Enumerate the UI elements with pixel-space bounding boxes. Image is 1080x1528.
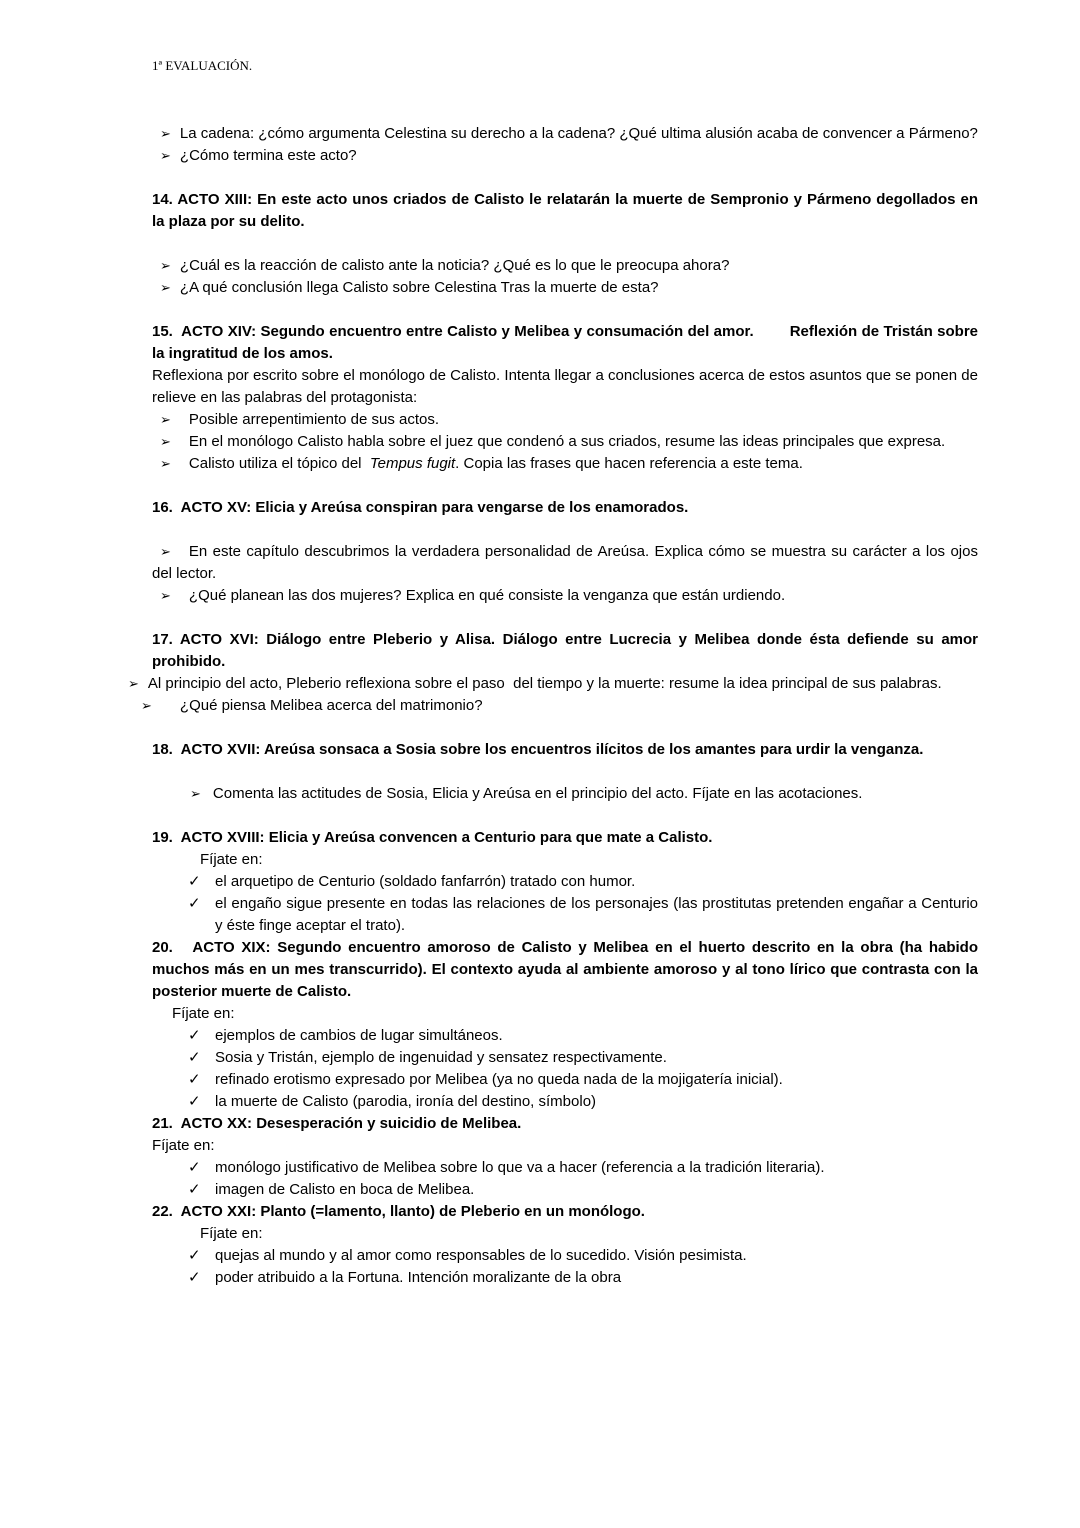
text-run: el arquetipo de Centurio (soldado fanfarrón) tratado con humor. [215, 873, 636, 890]
check-bullet [152, 1157, 978, 1179]
check-bullet [152, 1069, 978, 1091]
check-icon: ✓ [188, 1049, 201, 1066]
arrow-bullet [152, 431, 978, 453]
section-heading [152, 1113, 978, 1135]
text-run: 19. ACTO XVIII: Elicia y Areúsa convencen a Centurio para que mate a Calisto. [152, 829, 713, 846]
paragraph [152, 1135, 978, 1157]
text-run: ¿Cuál es la reacción de calisto ante la noticia? ¿Qué es lo que le preocupa ahora? [179, 257, 730, 274]
arrow-bullet [152, 123, 978, 145]
bullet-text [189, 411, 439, 428]
arrow-bullet [152, 585, 978, 607]
section-heading [152, 937, 978, 1003]
bullet-text [215, 893, 978, 937]
arrow-bullet [152, 541, 978, 585]
text-run: ¿Qué piensa Melibea acerca del matrimonio? [179, 697, 483, 714]
text-run: Fíjate en: [200, 1225, 263, 1242]
arrow-bullet-icon: ➢ [190, 786, 201, 801]
blank-line [152, 519, 978, 541]
blank-line [152, 607, 978, 629]
check-bullet [152, 1179, 978, 1201]
text-run: Tempus fugit [369, 455, 456, 472]
document-body [128, 123, 978, 1289]
arrow-bullet [152, 409, 978, 431]
paragraph [152, 365, 978, 409]
page-header: 1ª EVALUACIÓN. [152, 58, 253, 73]
text-run: ¿Qué planean las dos mujeres? Explica en qué consiste la venganza que están urdiendo. [188, 587, 786, 604]
check-bullet [152, 893, 978, 937]
blank-line [152, 299, 978, 321]
text-run: 14. ACTO XIII: En este acto unos criados de Calisto le relatarán la muerte de Sempronio y Pármeno degollados en la plaza por su delito. [152, 191, 978, 230]
arrow-bullet [141, 695, 978, 717]
section-heading [152, 1201, 978, 1223]
text-run: ¿Cómo termina este acto? [179, 147, 357, 164]
text-run: monólogo justificativo de Melibea sobre lo que va a hacer (referencia a la tradición literaria). [215, 1159, 825, 1176]
text-run: Comenta las actitudes de Sosia, Elicia y Areúsa en el principio del acto. Fíjate en las acotaciones. [212, 785, 863, 802]
blank-line [152, 805, 978, 827]
arrow-bullet [152, 277, 978, 299]
paragraph [200, 1223, 978, 1245]
text-run: 20. ACTO XIX: Segundo encuentro amoroso de Calisto y Melibea en el huerto descrito en la obra (ha habido muchos más en un mes transcurrido). El contexto ayuda al ambiente amoroso y al tono lírico que contrasta con la posterior muerte de Calisto. [152, 939, 978, 1000]
arrow-bullet [152, 783, 978, 805]
text-run: Fíjate en: [152, 1137, 215, 1154]
bullet-text [189, 455, 803, 472]
check-bullet [152, 1025, 978, 1047]
arrow-bullet-icon: ➢ [160, 280, 171, 295]
bullet-text [215, 1025, 978, 1047]
arrow-bullet [152, 145, 978, 167]
section-heading [152, 497, 978, 519]
text-run: Fíjate en: [172, 1005, 235, 1022]
bullet-text [215, 1267, 978, 1289]
bullet-text [215, 1069, 978, 1091]
arrow-bullet-icon: ➢ [160, 588, 171, 603]
arrow-bullet-icon: ➢ [160, 258, 171, 273]
text-run: ejemplos de cambios de lugar simultáneos. [215, 1027, 503, 1044]
bullet-text [213, 785, 863, 802]
bullet-text [215, 1157, 978, 1179]
check-bullet [152, 1047, 978, 1069]
text-run: En este capítulo descubrimos la verdadera personalidad de Areúsa. Explica cómo se muestra su carácter a los ojos del lector. [152, 543, 978, 582]
bullet-text [215, 1047, 978, 1069]
text-run: refinado erotismo expresado por Melibea (ya no queda nada de la mojigatería inicial). [215, 1071, 783, 1088]
text-run: 21. ACTO XX: Desesperación y suicidio de Melibea. [152, 1115, 522, 1132]
paragraph [200, 849, 978, 871]
text-run: quejas al mundo y al amor como responsables de lo sucedido. Visión pesimista. [215, 1247, 747, 1264]
check-icon: ✓ [188, 1269, 201, 1286]
text-run: 15. ACTO XIV: Segundo encuentro entre Calisto y Melibea y consumación del amor. [152, 323, 754, 340]
arrow-bullet-icon: ➢ [160, 434, 171, 449]
bullet-text [180, 279, 659, 296]
bullet-text [180, 697, 483, 714]
bullet-text [215, 1091, 978, 1113]
check-icon: ✓ [188, 1071, 201, 1088]
text-run: Sosia y Tristán, ejemplo de ingenuidad y sensatez respectivamente. [215, 1049, 667, 1066]
check-bullet [152, 1091, 978, 1113]
text-run: Calisto utiliza el tópico del [188, 455, 370, 472]
arrow-bullet-icon: ➢ [160, 126, 171, 141]
bullet-text [180, 125, 978, 142]
text-run: 17. ACTO XVI: Diálogo entre Pleberio y Alisa. Diálogo entre Lucrecia y Melibea donde ésta defiende su amor prohibido. [152, 631, 978, 670]
bullet-text [215, 871, 978, 893]
check-bullet [152, 871, 978, 893]
text-run: La cadena: ¿cómo argumenta Celestina su derecho a la cadena? ¿Qué ultima alusión acaba de convencer a Pármeno? [179, 125, 978, 142]
text-run: Al principio del acto, Pleberio reflexiona sobre el paso del tiempo y la muerte: resume la idea principal de sus palabras. [147, 675, 942, 692]
text-run: ¿A qué conclusión llega Calisto sobre Celestina Tras la muerte de esta? [179, 279, 659, 296]
paragraph [172, 1003, 978, 1025]
text-run: Posible arrepentimiento de sus actos. [188, 411, 440, 428]
text-run: el engaño sigue presente en todas las relaciones de los personajes (las prostitutas pretenden engañar a Centurio y éste finge aceptar el trato). [215, 895, 978, 934]
check-icon: ✓ [188, 895, 201, 912]
check-icon: ✓ [188, 873, 201, 890]
arrow-bullet-icon: ➢ [160, 456, 171, 471]
bullet-text [189, 587, 785, 604]
text-run: 22. ACTO XXI: Planto (=lamento, llanto) de Pleberio en un monólogo. [152, 1203, 645, 1220]
check-icon: ✓ [188, 1027, 201, 1044]
bullet-text [180, 147, 357, 164]
arrow-bullet [128, 673, 978, 695]
arrow-bullet-icon: ➢ [141, 698, 152, 713]
arrow-bullet-icon: ➢ [160, 544, 171, 559]
blank-line [152, 761, 978, 783]
bullet-text [189, 433, 945, 450]
blank-line [152, 167, 978, 189]
arrow-bullet [152, 453, 978, 475]
bullet-text [215, 1179, 978, 1201]
bullet-text [215, 1245, 978, 1267]
section-heading [152, 629, 978, 673]
check-bullet [152, 1267, 978, 1289]
text-run: 16. ACTO XV: Elicia y Areúsa conspiran para vengarse de los enamorados. [152, 499, 689, 516]
arrow-bullet-icon: ➢ [128, 676, 139, 691]
text-run: Reflexión de Tristán sobre la ingratitud de los amos. [152, 323, 978, 362]
text-run: 18. ACTO XVII: Areúsa sonsaca a Sosia sobre los encuentros ilícitos de los amantes para urdir la venganza. [152, 741, 924, 758]
blank-line [152, 717, 978, 739]
bullet-text [152, 543, 978, 582]
check-icon: ✓ [188, 1159, 201, 1176]
blank-line [152, 475, 978, 497]
arrow-bullet [152, 255, 978, 277]
blank-line [152, 233, 978, 255]
text-run: Fíjate en: [200, 851, 263, 868]
arrow-bullet-icon: ➢ [160, 148, 171, 163]
text-run: . Copia las frases que hacen referencia a este tema. [455, 455, 803, 472]
text-run: imagen de Calisto en boca de Melibea. [215, 1181, 475, 1198]
check-icon: ✓ [188, 1181, 201, 1198]
check-icon: ✓ [188, 1093, 201, 1110]
text-run: poder atribuido a la Fortuna. Intención moralizante de la obra [215, 1269, 622, 1286]
section-heading [152, 189, 978, 233]
section-heading [152, 321, 978, 365]
bullet-text [148, 675, 942, 692]
bullet-text [180, 257, 730, 274]
section-heading [152, 827, 978, 849]
text-run: la muerte de Calisto (parodia, ironía del destino, símbolo) [215, 1093, 597, 1110]
text-run: Reflexiona por escrito sobre el monólogo de Calisto. Intenta llegar a conclusiones acerca de estos asuntos que se ponen de relieve en las palabras del protagonista: [152, 367, 978, 406]
text-run: En el monólogo Calisto habla sobre el juez que condenó a sus criados, resume las ideas principales que expresa. [188, 433, 946, 450]
arrow-bullet-icon: ➢ [160, 412, 171, 427]
check-bullet [152, 1245, 978, 1267]
check-icon: ✓ [188, 1247, 201, 1264]
section-heading [152, 739, 978, 761]
